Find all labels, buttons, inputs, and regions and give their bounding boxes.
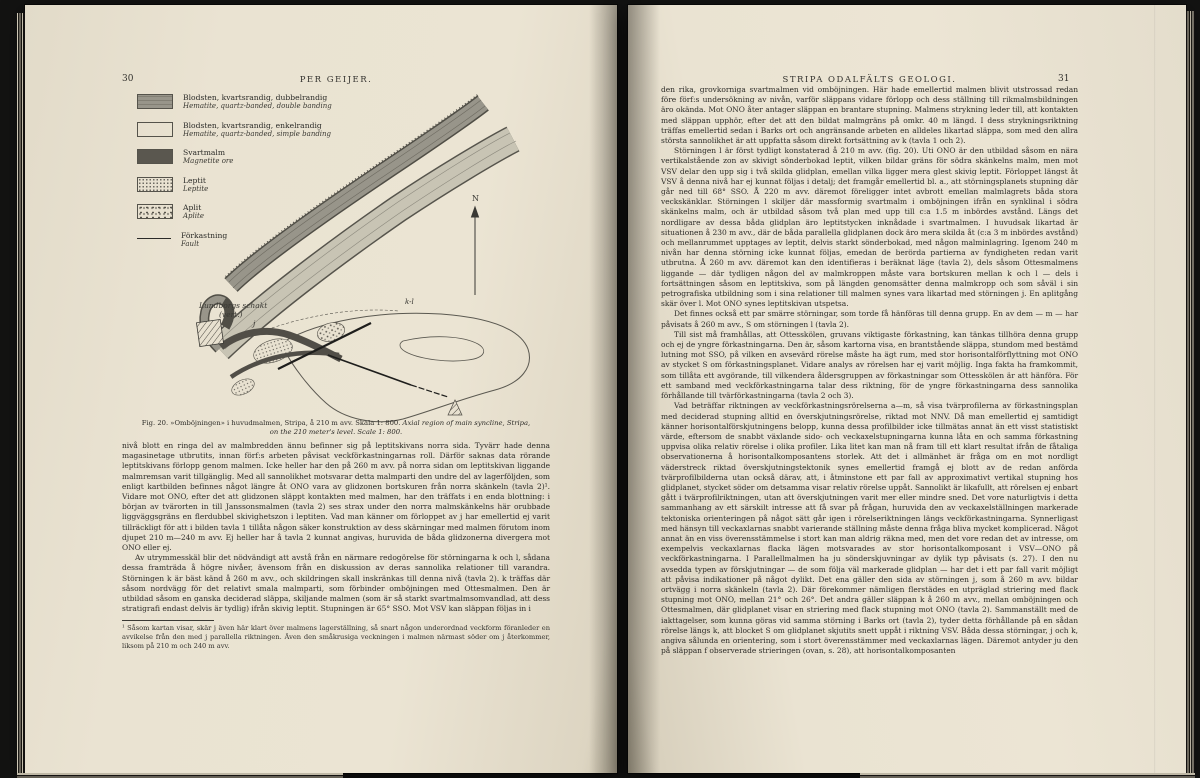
aplite-patch (315, 320, 347, 345)
legend-label-sv: Aplit (183, 203, 202, 213)
paragraph: Vad beträffar riktningen av veckförkastningsrörelserna a—m, så visa tvärprofilerna av förkastningsplan med deciderad stupning alltid en överskjutningsrörelse, riktad mot NNV. Då man emellertid ej samtidigt känner horisontalförskjutningens belopp, kunna dessa profilbilder icke tillmätas annat än ett visst statistiskt värde, eftersom de snabbt växlande sido- och veckaxelstupningarna kunna låta en och samma förkastning uppvisa olika relativ rörelse i olika profiler. Lika litet kan man nå fram till ett klart resultat ifrån de fåtaliga observationerna å horisontalkomposantens storlek. Att det i allmänhet är fråga om en mot nordligt väderstreck riktad överskjutningstektonik synes emellertid framgå ej blott av de redan anförda tvärprofilbilderna utan också därav, att, i åtminstone ett par fall av approximativt vertikal stupning hos glidplanet, stycket söder om detsamma visar relativ rörelse uppåt. Sannolikt är likafullt, att rörelsen ej enbart gått i tvärprofilriktningen, utan att överskjutningen varit mer eller mindre sned. Det vore naturligtvis i detta sammanhang av ett särskilt intresse att få svar på frågan, huruvida den av veckaxelställningen markerade tektoniska orienteringen på något sätt går igen i rörelseriktningen längs veckförkastningarna. Synnerligast med hänsyn till veckaxlarnas snabbt varierande ställning måste denna fråga bliva mycket komplicerad. Något annat än en viss överensstämmelse i stort kan man aldrig räkna med, men det vore redan det av intresse, om exempelvis veckaxlarnas flacka lägen motsvarades av stor horisontalkomposant i VSV—ONO på veckförkastningarna. I Parallellmalmen ha ju sönderskjuvningar av dylik typ påvisats (s. 27). I den nu avsedda typen av förskjutningar — de som följa väl markerade glidplan — har det i ett par fall varit möjligt att påvisa indikationer på något dylikt. Det ena gäller den sida av störningen j, som å 260 m avv. bildar ortvägg i norra skänkeln (tavla 2). Där förekommer nämligen flerstädes en utpräglad striering med flack stupning mot ONO, mellan 21° och 26°. Det andra gäller släppan k å 260 m avv., mellan omböjningen och Ottesmalmen, där glidplanet visar en striering med flack stupning mot ONO (tavla 2). Sammanställt med de iakttagelser, som kunna göras vid samma störning i Barks ort (tavla 2), tyder detta förhållande på en sådan rörelse längs k, att blocket S om glidplanet skjutits snett uppåt i riktning VSV. Båda dessa störningar, j och k, angiva sålunda en orientering, som i stort överensstämmer med veckaxlarnas lägen. Däremot antyder ju den på släppan f observerade strieringen (ovan, s. 28), att horisontalkomposanten (661, 401, 1078, 656)
paragraph: nivå blott en ringa del av malmbredden ännu befinner sig på leptitskivans norra sida. Tyvärr hade denna magasinetage utbrutits, innan förf:s arbeten påvisat veckförkastningarnas roll. Därför saknas data rörande leptitskivans förlopp genom malmen. Icke heller har den på 260 m avv. på norra sidan om leptitskivan liggande malmremsan varit tillgänglig. Med all sannolikhet motsvarar detta malmparti den undre del av lagerföljden, som enligt kartbilden befinnes något längre åt ONO vara av glidzonen bortskuren från norra skänkeln (tavla 2)¹. Vidare mot ONO, efter det att glidzonen släppt kontakten med malmen, har den träffats i en enda blottning: i början av tvärorten in till Janssonsmalmen (tavla 2) ses strax under den norra malmskänkelns här orubbade liggväggsgräns en flerdubbel skivighetszon i leptiten. Vad man känner om förloppet av j har emellertid ej varit tillräckligt för att i bilden tavla 1 tillåta någon säker konstruktion av dess skärningar med malmen förutom inom djupet 210 m—240 m avv. Ej heller har å tavla 2 kunnat angivas, huruvida de båda glidzonerna divergera mot ONO eller ej. (122, 441, 550, 553)
legend-item-leptite (137, 176, 352, 194)
legend-label-en: Hematite, quartz-banded, simple banding (183, 129, 332, 138)
shaft-label-2: (vert.) (219, 310, 243, 319)
legend-label-sv: Svartmalm (183, 148, 226, 158)
swatch-hematite-double (137, 94, 173, 109)
fault-lines (278, 323, 448, 397)
legend-label-en: Magnetite ore (183, 157, 234, 166)
page-number-left: 30 (122, 74, 134, 84)
swatch-fault (137, 238, 171, 239)
legend-item-fault (137, 231, 352, 249)
legend-label-sv: Blodsten, kvartsrandig, enkelrandig (183, 120, 322, 130)
legend-item-magnetite (137, 148, 352, 166)
right-page (628, 5, 1186, 773)
paragraph: den rika, grovkorniga svartmalmen vid omböjningen. Här hade emellertid malmen blivit utstrossad redan före förf:s undersökning av nivån, varför släppans vidare förlopp och dess ställning till rikmalmsbildningen äro okända. Mot ONO åter antager släppan en brantare stupning. Malmens strykning leder till, att kontakten med släppan upphör, efter det att den bildat malmgräns på omkr. 40 m längd. I dess strykningsriktning träffas emellertid sedan i Barks ort och angränsande arbeten en alldeles likartad släppa, som med den allra största sannolikhet är att uppfatta såsom direkt fortsättning av k (tavla 1 och 2). (661, 85, 1078, 146)
footnote-rule (122, 620, 214, 621)
paragraph: Till sist må framhållas, att Ottesskölen, gruvans viktigaste förkastning, kan tänkas tillhöra denna grupp och ej de yngre förkastningarna. Den är, såsom kartorna visa, en brantstående släppa, stundom med bestämd lutning mot SSO, på vilken en avsevärd rörelse måste ha ägt rum, med stor horisontalförflyttning mot ONO av stycket S om förkastningsplanet. Vidare analys av rörelsen har ej varit möjlig. Inga fakta ha framkommit, som tillåta ett avgörande, till vilkendera åldersgruppen av förkastningar som Ottesskölen är att hänföra. För ett samband med veckförkastningarna talar dess riktning, för de yngre förkastningarna dess sannolika förhållande till tvärförkastningarna (tavla 2 och 3). (661, 329, 1078, 401)
page-edge-stack-left (17, 13, 25, 778)
map-letter-j: j (253, 319, 256, 328)
swatch-leptite (137, 177, 173, 192)
leptite-patch-2 (229, 376, 257, 399)
legend-label-en: Hematite, quartz-banded, double banding (183, 102, 332, 110)
page-number-right: 31 (1058, 74, 1070, 84)
legend-label-sv: Leptit (183, 175, 206, 185)
legend-label-en: Leptite (183, 184, 209, 193)
page-edge-stack-bottom-right (860, 773, 1195, 778)
legend-label-sv: Blodsten, kvartsrandig, dubbelrandig (183, 93, 328, 102)
paragraph: Av utrymmesskäl blir det nödvändigt att avstå från en närmare redogörelse för störningarna k och l, sådana dessa framträda å högre nivåer, ävensom från en diskussion av deras sannolika relationer till varandra. Störningen k är bäst känd å 260 m avv., och skildringen skall inskränkas till denna nivå (tavla 2). k träffas där såsom nordvägg för det relativt smala malmparti, som förbinder omböjningen med Ottesmalmen. Den är utbildad såsom en ganska deciderad släppa, skiljande malmen (som är så starkt svartmalmsomvandlad, att dess stratigrafi endast delvis är tydlig) ifrån skivig leptit. Stupningen är 65° SSO. Mot VSV kan släppan följas in i (122, 553, 550, 614)
page-edge-stack-bottom-left (17, 773, 343, 778)
legend-item-hematite-double (137, 93, 352, 111)
running-header-left: PER GEIJER. (299, 75, 373, 85)
paragraph: Det finnes också ett par smärre störningar, som torde få hänföras till denna grupp. En av dem — m — har påvisats å 260 m avv., S om störningen l (tavla 2). (661, 309, 1078, 329)
map-legend (137, 93, 352, 259)
legend-item-hematite-simple (137, 121, 352, 139)
shaft-label: Lundborgs schakt (199, 301, 268, 310)
legend-label-en: Aplite (183, 212, 204, 221)
swatch-magnetite (137, 149, 173, 164)
swatch-hematite-simple (137, 122, 173, 137)
figure-caption (122, 419, 550, 437)
caption-swedish: Fig. 20. »Omböjningen» i huvudmalmen, Stripa, å 210 m avv. Skala 1: 800. (141, 419, 401, 427)
left-body-text (122, 441, 550, 650)
north-arrow (472, 194, 480, 295)
page-edge-stack-right (1186, 11, 1195, 778)
page-crease (1154, 5, 1156, 773)
left-page (25, 5, 617, 773)
right-body-text (661, 85, 1078, 656)
swatch-aplite (137, 204, 173, 219)
aplite-patch-small (448, 400, 462, 415)
map-letter-kl: k-l (405, 298, 414, 306)
paragraph: Störningen l är först tydligt konstaterad å 210 m avv. (fig. 20). Uti ONO är den utbildad såsom en nära vertikalstående zon av skivigt sönderbokad leptit, vilken bildar gräns för södra skänkelns malm, men mot VSV delar den upp sig i två skilda glidplan, emellan vilka ligger mera glest skivig leptit. Förloppet längst åt VSV å denna nivå har ej kunnat följas i detalj; det framgår emellertid bl. a., att störningsplanets stupning där går ned till 68° SSO. Å 220 m avv. däremot föreligger intet avbrott emellan malmlagrets båda stora veckskänklar. Störningen l skiljer där massformig svartmalm i omböjningen ifrån en synklinal i södra skänkelns malm, och är utbildad såsom två plan med upp till c:a 1.5 m inbördes avstånd. Längs det nordligare av dessa båda glidplan äro leptitstycken inknådade i svartmalmen. I huvudsak likartad är situationen å 230 m avv., där de båda parallella glidplanen dock äro mera skilda åt (c:a 3 m inbördes avstånd) och mellanrummet upptages av leptit, delvis starkt sönderbokad, med någon malminlagring. Igenom 240 m nivån har denna störning icke kunnat följas, emedan de berörda partierna av fyndigheten redan varit utbrutna. Å 260 m avv. däremot kan den identifieras i beräknat läge (tavla 2), dels såsom Ottesmalmens liggande — där tydligen någon del av malmkroppen måste vara bortskuren mellan k och l — dels i fortsättningen såsom en leptitskiva, som på längden genomsätter denna malmkropp och som såväl i sin petrografiska utbildning som i sina relationer till malmen synes vara likartad med störningen j. En aplitgång skär över l. Mot ONO synes leptitskivan utspetsa. (661, 146, 1078, 309)
caption-english-2: on the 210 meter's level. Scale 1: 800. (269, 428, 403, 436)
footnote: ¹ Såsom kartan visar, skär j även här klart över malmens lagerställning, så snart någon underordnad veckform föranleder en avvikelse från den med j parallella riktningen. Även den småkrusiga veckningen i malmen närmast söder om j återkommer, liksom på 210 m och 240 m avv. (122, 624, 550, 650)
caption-english-1: Axial region of main syncline, Stripa, (402, 419, 531, 427)
running-header-right: STRIPA ODALFÄLTS GEOLOGI. (782, 75, 957, 85)
legend-item-aplite (137, 203, 352, 221)
legend-label-sv: Förkastning (181, 230, 228, 240)
legend-label-en: Fault (181, 239, 200, 248)
north-label: N (472, 194, 479, 203)
